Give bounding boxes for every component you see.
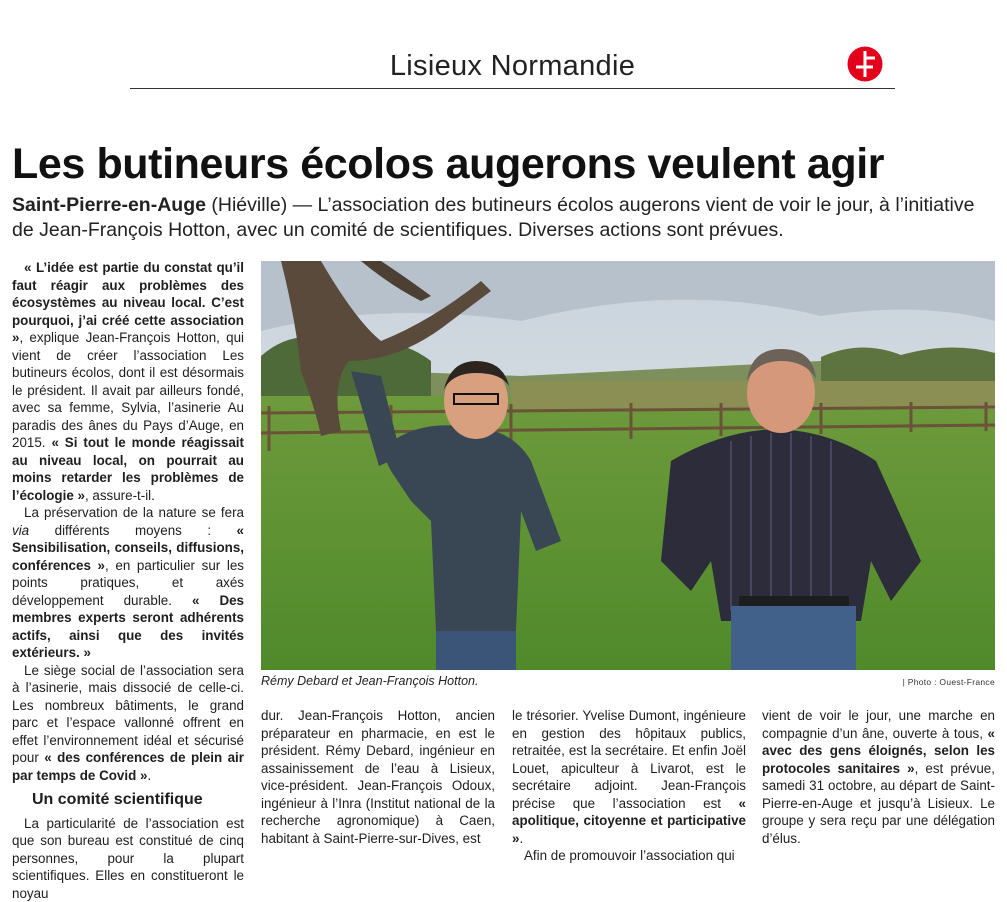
quote-text: « avec des gens éloignés, selon les protocoles sanitaires » [762,726,995,776]
article-photo [261,261,995,670]
article-headline: Les butineurs écolos augerons veulent agir [12,138,992,190]
body-text: via [12,523,29,538]
paragraph [12,815,244,902]
body-text: La particularité de l’association est que son bureau est constitué de cinq personnes, pour la plupart scientifiques. Elles en constitueront le noyau [12,816,244,901]
article-lede [12,193,997,243]
body-text: dur. Jean-François Hotton, ancien préparateur en pharmacie, en est le président. Rémy Debard, ingénieur en assainissement de l’eau à Lisieux, vice-président. Jean-François Odoux, ingénieur à l’Inra (Institut national de la recherche agronomique) à Caen, habitant à Saint-Pierre-sur-Dives, est [261,708,495,846]
paragraph [762,707,995,847]
body-text: , en particulier sur les points pratiques, et axés développement durable. [12,558,244,608]
body-text: , assure-t-il. [85,488,155,503]
paragraph [12,504,244,662]
quote-text: « Si tout le monde réagissait au niveau local, on pourrait au moins retarder les problèmes de l’écologie » [12,435,244,503]
photo-caption: Rémy Debard et Jean-François Hotton. [261,674,478,688]
quote-text: « apolitique, citoyenne et participative » [512,796,746,846]
paragraph [12,662,244,785]
body-text: , explique Jean-François Hotton, qui vient de créer l’association Les butineurs écolos, dont il est désormais le président. Il avait par ailleurs fondé, avec sa femme, Sylvia, l’asinerie Au paradis des ânes du Pays d’Auge, en 2015. [12,330,244,450]
ouest-france-logo-icon [847,46,883,82]
section-divider [130,88,895,89]
section-title: Lisieux Normandie [130,44,895,88]
paragraph [12,259,244,504]
body-text: Afin de promouvoir l’association qui [524,848,735,863]
quote-text: « Des membres experts seront adhérents actifs, ainsi que des invités extérieurs. » [12,593,244,661]
body-text: Le siège social de l’association sera à l’asinerie, mais dissocié de celle-ci. Les nombreux bâtiments, le grand parc et l’espace vallonné offrent en effet l’environnement idéal et sécurisé pour [12,663,244,766]
paragraph [512,847,746,865]
body-text: . [519,831,523,846]
body-text: , est prévue, samedi 31 octobre, au départ de Saint-Pierre-en-Auge et jusqu’à Lisieux. Le groupe y sera reçu par une délégation d’élus. [762,761,995,846]
quote-text: « des conférences de plein air par temps de Covid » [12,750,244,783]
article-column-3 [512,707,746,865]
body-text: La préservation de la nature se fera [24,505,244,520]
body-text: différents moyens : [29,523,236,538]
lede-text: L’association des butineurs écolos augerons vient de voir le jour, à l’initiative de Jean-François Hotton, avec un comité de scientifiques. Diverses actions sont prévues. [12,194,974,241]
lede-sublocation: (Hiéville) — [206,194,318,216]
article-subhead: Un comité scientifique [32,791,244,809]
photo-credit: | Photo : Ouest-France [903,677,995,687]
article-column-1 [12,259,244,902]
article-column-2 [261,707,495,847]
photo-illustration [261,261,995,670]
quote-text: « L’idée est partie du constat qu’il faut réagir aux problèmes des écosystèmes au niveau local. C’est pourquoi, j’ai créé cette association » [12,260,244,345]
paragraph [512,707,746,847]
body-text: vient de voir le jour, une marche en compagnie d’un âne, ouverte à tous, [762,708,995,741]
paragraph [261,707,495,847]
body-text: . [147,768,151,783]
lede-location: Saint-Pierre-en-Auge [12,194,206,216]
body-text: le trésorier. Yvelise Dumont, ingénieure en gestion des hôpitaux publics, retraitée, est la secrétaire. Et enfin Joël Louet, apiculteur à Livarot, est le secrétaire adjoint. Jean-François précise que l’association est [512,708,746,811]
quote-text: « Sensibilisation, conseils, diffusions, conférences » [12,523,244,573]
article-column-4 [762,707,995,847]
